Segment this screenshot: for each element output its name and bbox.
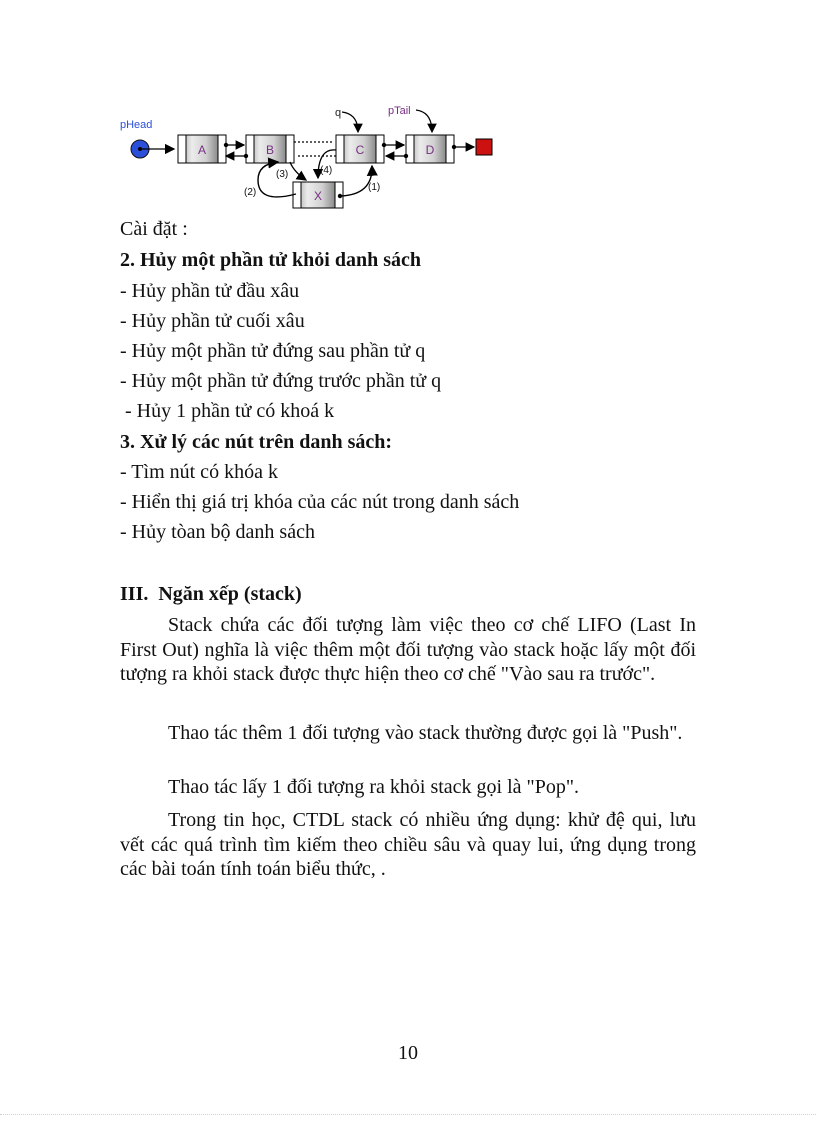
list-item: - Hủy 1 phần tử có khoá k	[120, 400, 335, 422]
list-item: - Hủy phần tử đầu xâu	[120, 280, 300, 302]
list-end-marker	[476, 139, 492, 155]
node-x-label: X	[313, 189, 323, 203]
node-c	[336, 135, 384, 163]
node-d-label: D	[425, 143, 435, 157]
list-item: - Hiển thị giá trị khóa của các nút trong danh sách	[120, 491, 520, 513]
node-a	[178, 135, 226, 163]
step-label-2: (2)	[244, 187, 257, 198]
q-label: q	[335, 107, 342, 119]
node-a-label: A	[197, 143, 207, 157]
step-label-3: (3)	[276, 169, 289, 180]
node-b-label: B	[265, 143, 275, 157]
list-item: - Hủy phần tử cuối xâu	[120, 310, 305, 332]
page-bottom-divider	[0, 1114, 816, 1115]
section-3-title: 3. Xử lý các nút trên danh sách:	[120, 431, 393, 453]
node-b	[246, 135, 294, 163]
node-d	[406, 135, 454, 163]
linked-list-diagram	[118, 100, 498, 215]
step-label-4: (4)	[320, 165, 333, 176]
list-item: - Hủy tòan bộ danh sách	[120, 521, 315, 543]
ptail-label: pTail	[388, 105, 411, 117]
list-item: - Hủy một phần tử đứng trước phần tử q	[120, 370, 442, 392]
step-label-1: (1)	[368, 182, 381, 193]
page-number: 10	[398, 1042, 418, 1064]
node-c-label: C	[355, 143, 365, 157]
section-iii-title: III. Ngăn xếp (stack)	[120, 583, 302, 605]
paragraph-stack-lifo: Stack chứa các đối tượng làm việc theo cơ chế LIFO (Last In First Out) nghĩa là việc thêm một đối tượng vào stack hoặc lấy một đối tượng ra khỏi stack được thực hiện theo cơ chế "Vào sau ra trước".	[120, 614, 696, 685]
paragraph-applications: Trong tin học, CTDL stack có nhiều ứng dụng: khử đệ qui, lưu vết các quá trình tìm kiếm theo chiều sâu và quay lui, ứng dụng trong các bài toán tính toán biểu thức, .	[120, 809, 696, 880]
node-x	[293, 182, 343, 208]
section-2-title: 2. Hủy một phần tử khỏi danh sách	[120, 249, 421, 271]
list-item: - Hủy một phần tử đứng sau phần tử q	[120, 340, 426, 362]
paragraph-pop: Thao tác lấy 1 đối tượng ra khỏi stack gọi là "Pop".	[168, 776, 579, 798]
phead-label: pHead	[120, 119, 153, 131]
list-item: - Tìm nút có khóa k	[120, 461, 278, 483]
paragraph-push: Thao tác thêm 1 đối tượng vào stack thường được gọi là "Push".	[168, 722, 683, 744]
install-label: Cài đặt :	[120, 218, 188, 240]
